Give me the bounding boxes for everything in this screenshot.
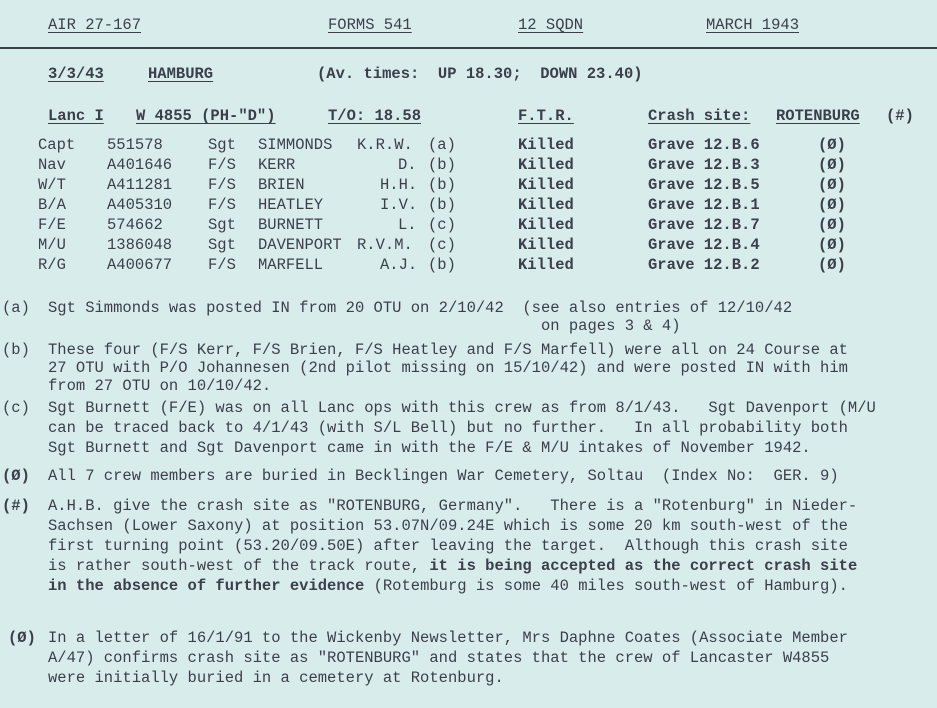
sortie-times: (Av. times: UP 18.30; DOWN 23.40) — [317, 65, 643, 83]
month: MARCH 1943 — [706, 16, 800, 34]
squadron: 12 SQDN — [518, 16, 584, 34]
aircraft-type: Lanc I — [48, 107, 104, 125]
air-reference: AIR 27-167 — [48, 16, 142, 34]
header-divider — [0, 47, 937, 49]
sortie-target: HAMBURG — [148, 65, 214, 83]
sortie-date: 3/3/43 — [48, 65, 104, 83]
aircraft-serial: W 4855 (PH-"D") — [136, 107, 276, 125]
crash-site-value: ROTENBURG — [776, 107, 860, 125]
forms-reference: FORMS 541 — [328, 16, 412, 34]
crash-site-note-key: (#) — [886, 107, 914, 125]
takeoff-time: T/O: 18.58 — [328, 107, 422, 125]
crash-site-label: Crash site: — [648, 107, 751, 125]
ftr-heading: F.T.R. — [518, 107, 574, 125]
